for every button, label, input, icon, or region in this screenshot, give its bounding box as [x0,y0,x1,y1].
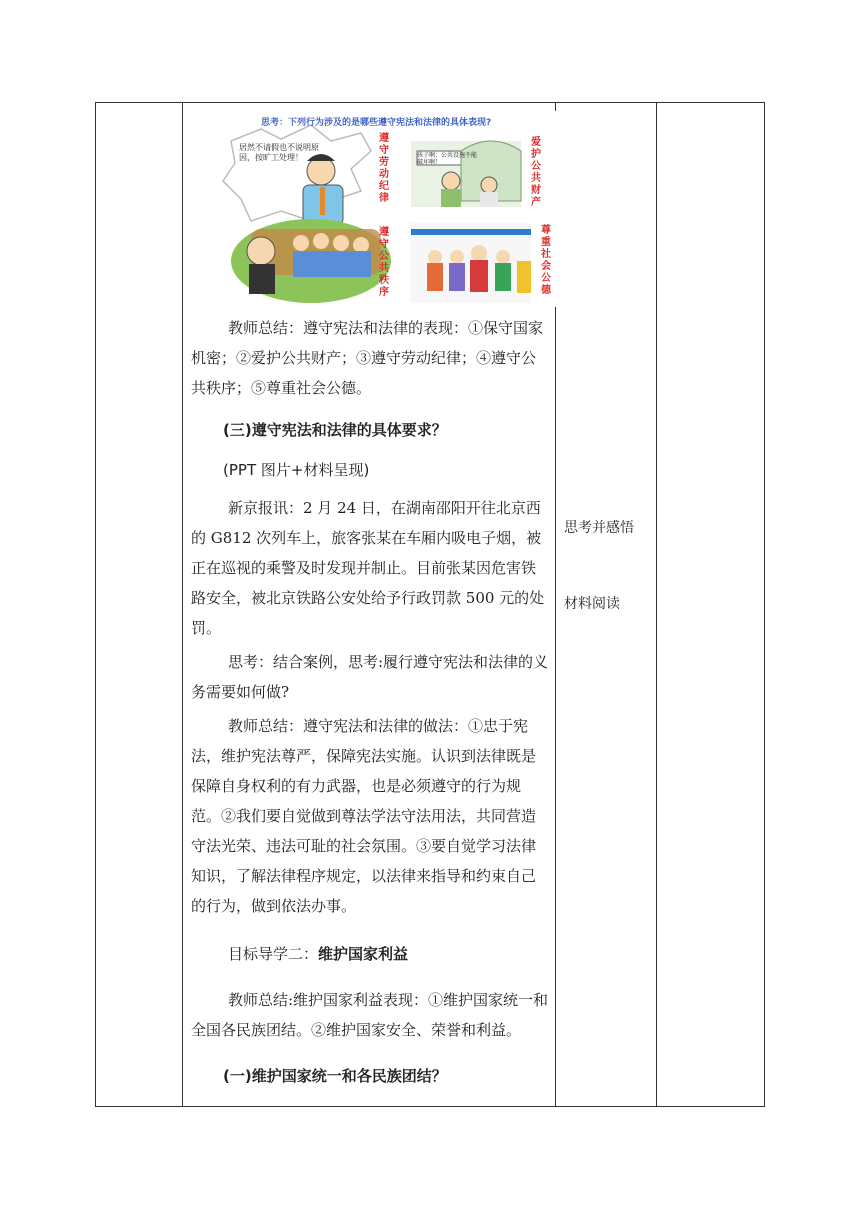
illustration [221,111,557,307]
think-prompt: 思考：结合案例，思考:履行遵守宪法和法律的义务需要如何做? [191,653,549,701]
goal-2-prefix: 目标导学二： [228,945,319,963]
section-heading-1: (一)维护国家统一和各民族团结？ [223,1067,447,1085]
teacher-summary-2: 教师总结：遵守宪法和法律的做法：①忠于宪法，维护宪法尊严，保障宪法实施。认识到法律既是保障自身权利的有力武器，也是必须遵守的行为规范。②我们要自觉做到尊法学法守法用法，共同营造守法光荣、违法可耻的社会氛围。③要自觉学习法律知识，了解法律程序规定，以法律来指导和约束自己的行为，做到依法办事。 [191,717,537,915]
column-divider [656,103,657,1106]
park-speech-bubble: 孩子啊：公共设施不能破坏啊！ [417,152,478,166]
ppt-note: (PPT 图片+材料呈现) [223,461,370,479]
news-material: 新京报讯：2 月 24 日，在湖南邵阳开往北京西的 G812 次列车上，旅客张某在车厢内吸电子烟，被正在巡视的乘警及时发现并制止。目前张某因危害铁路安全，被北京铁路公安处给予行政罚款 500 元的处罚。 [191,499,545,637]
section-heading-3: (三)遵守宪法和法律的具体要求？ [223,421,447,439]
label-social-morality: 尊重社会公德 [541,225,551,296]
worker-speech-bubble: 居然不请假也不说明原因，按旷工处理！ [239,143,319,162]
figure-question: 思考：下列行为涉及的是哪些遵守宪法和法律的具体表现? [261,118,492,128]
goal-2-title: 维护国家利益 [318,945,409,963]
student-activity-read: 材料阅读 [564,596,620,612]
column-divider [182,103,183,1106]
student-activity-think: 思考并感悟 [564,520,634,536]
lesson-table [95,102,765,1107]
text-flow [191,313,549,1089]
teacher-summary-3: 教师总结:维护国家利益表现：①维护国家统一和全国各民族团结。②维护国家安全、荣誉和利益。 [191,991,549,1039]
label-labor-discipline: 遵守劳动纪律 [379,133,389,204]
label-public-order: 遵守公共秩序 [379,227,389,298]
teacher-summary-1: 教师总结：遵守宪法和法律的表现：①保守国家机密；②爱护公共财产；③遵守劳动纪律；④遵守公共秩序；⑤尊重社会公德。 [191,319,544,397]
goal-2-line [191,939,549,969]
label-public-property: 爱护公共财产 [531,137,541,208]
